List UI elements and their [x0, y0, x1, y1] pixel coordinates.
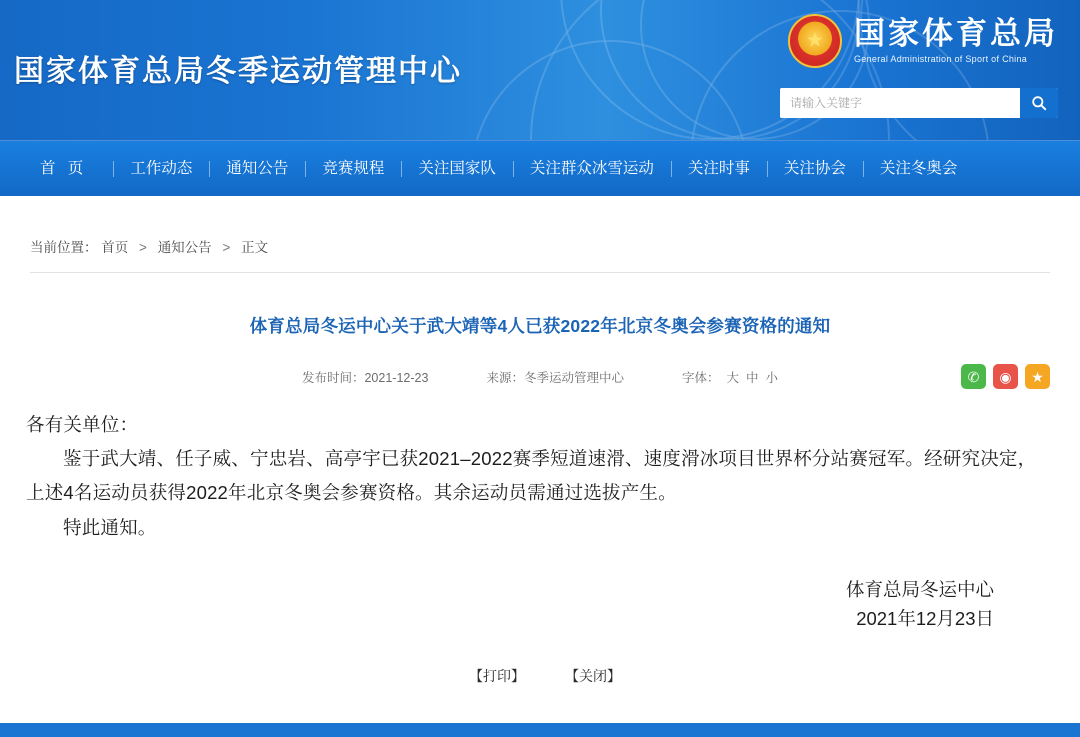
breadcrumb	[26, 222, 1054, 256]
national-emblem-icon	[788, 14, 842, 68]
favorite-share-icon[interactable]: ★	[1025, 364, 1050, 389]
article-body	[26, 408, 1054, 545]
article-title: 体育总局冬运中心关于武大靖等4人已获2022年北京冬奥会参赛资格的通知	[249, 316, 831, 336]
font-size-medium[interactable]: 中	[746, 371, 759, 385]
publish-time	[302, 368, 428, 386]
weibo-share-icon[interactable]: ◉	[993, 364, 1018, 389]
content-area	[0, 196, 1080, 686]
font-size-label: 字体：	[681, 371, 720, 385]
breadcrumb-item-notices[interactable]: 通知公告	[157, 240, 212, 255]
signature-org: 体育总局冬运中心	[845, 578, 994, 600]
search-input[interactable]	[780, 88, 1020, 118]
site-header	[0, 0, 1080, 140]
article-source	[486, 368, 624, 386]
site-logo[interactable]	[788, 14, 1058, 68]
nav-item-home[interactable]: 首 页	[40, 159, 88, 177]
search-box[interactable]	[780, 88, 1058, 118]
nav-item-notices[interactable]: 通知公告	[209, 161, 305, 177]
article-paragraph-main: 鉴于武大靖、任子威、宁忠岩、高亭宇已获2021–2022赛季短道速滑、速度滑冰项目世界杯分站赛冠军。经研究决定，上述4名运动员获得2022年北京冬奥会参赛资格。其余运动员需通过选拔产生。	[26, 448, 1037, 504]
site-title: 国家体育总局冬季运动管理中心	[14, 55, 462, 88]
print-button[interactable]: 【打印】	[469, 668, 525, 685]
main-navigation	[0, 140, 1080, 196]
share-icons	[961, 364, 1050, 389]
close-button[interactable]: 【关闭】	[565, 668, 621, 685]
nav-item-winter-olympics[interactable]: 关注冬奥会	[863, 161, 975, 177]
nav-item-current-affairs[interactable]: 关注时事	[671, 161, 767, 177]
breadcrumb-label: 当前位置：	[30, 240, 98, 255]
nav-item-national-team[interactable]: 关注国家队	[401, 161, 513, 177]
breadcrumb-separator-1: >	[139, 240, 147, 255]
breadcrumb-separator-2: >	[222, 240, 231, 255]
logo-title-cn: 国家体育总局	[854, 16, 1058, 52]
article-meta	[26, 364, 1054, 390]
font-size-switcher	[682, 368, 778, 386]
nav-item-rules[interactable]: 竞赛规程	[305, 161, 401, 177]
logo-title-en: General Administration of Sport of China	[854, 53, 1028, 64]
breadcrumb-item-current: 正文	[241, 240, 269, 255]
font-size-large[interactable]: 大	[726, 371, 739, 385]
nav-item-association[interactable]: 关注协会	[767, 161, 863, 177]
search-icon	[1031, 95, 1047, 111]
font-size-small[interactable]: 小	[765, 371, 779, 385]
wechat-share-icon[interactable]: ✆	[961, 364, 986, 389]
footer-bar	[0, 723, 1080, 737]
breadcrumb-item-home[interactable]: 首页	[101, 240, 129, 255]
nav-item-public-snow[interactable]: 关注群众冰雪运动	[513, 161, 671, 177]
logo-text	[854, 18, 1058, 64]
publish-time-label: 发布时间：	[301, 371, 365, 385]
breadcrumb-divider	[30, 272, 1050, 273]
signature-date: 2021年12月23日	[856, 608, 994, 630]
nav-item-work-news[interactable]: 工作动态	[113, 161, 209, 177]
article-actions	[26, 666, 1054, 686]
search-button[interactable]	[1020, 88, 1058, 118]
source-label: 来源：	[486, 371, 524, 385]
article-paragraph-closing: 特此通知。	[63, 516, 157, 538]
publish-time-value: 2021-12-23	[364, 371, 429, 385]
source-value: 冬季运动管理中心	[523, 371, 624, 385]
article-paragraph-salutation: 各有关单位：	[26, 414, 139, 435]
article-signature	[26, 575, 1054, 634]
